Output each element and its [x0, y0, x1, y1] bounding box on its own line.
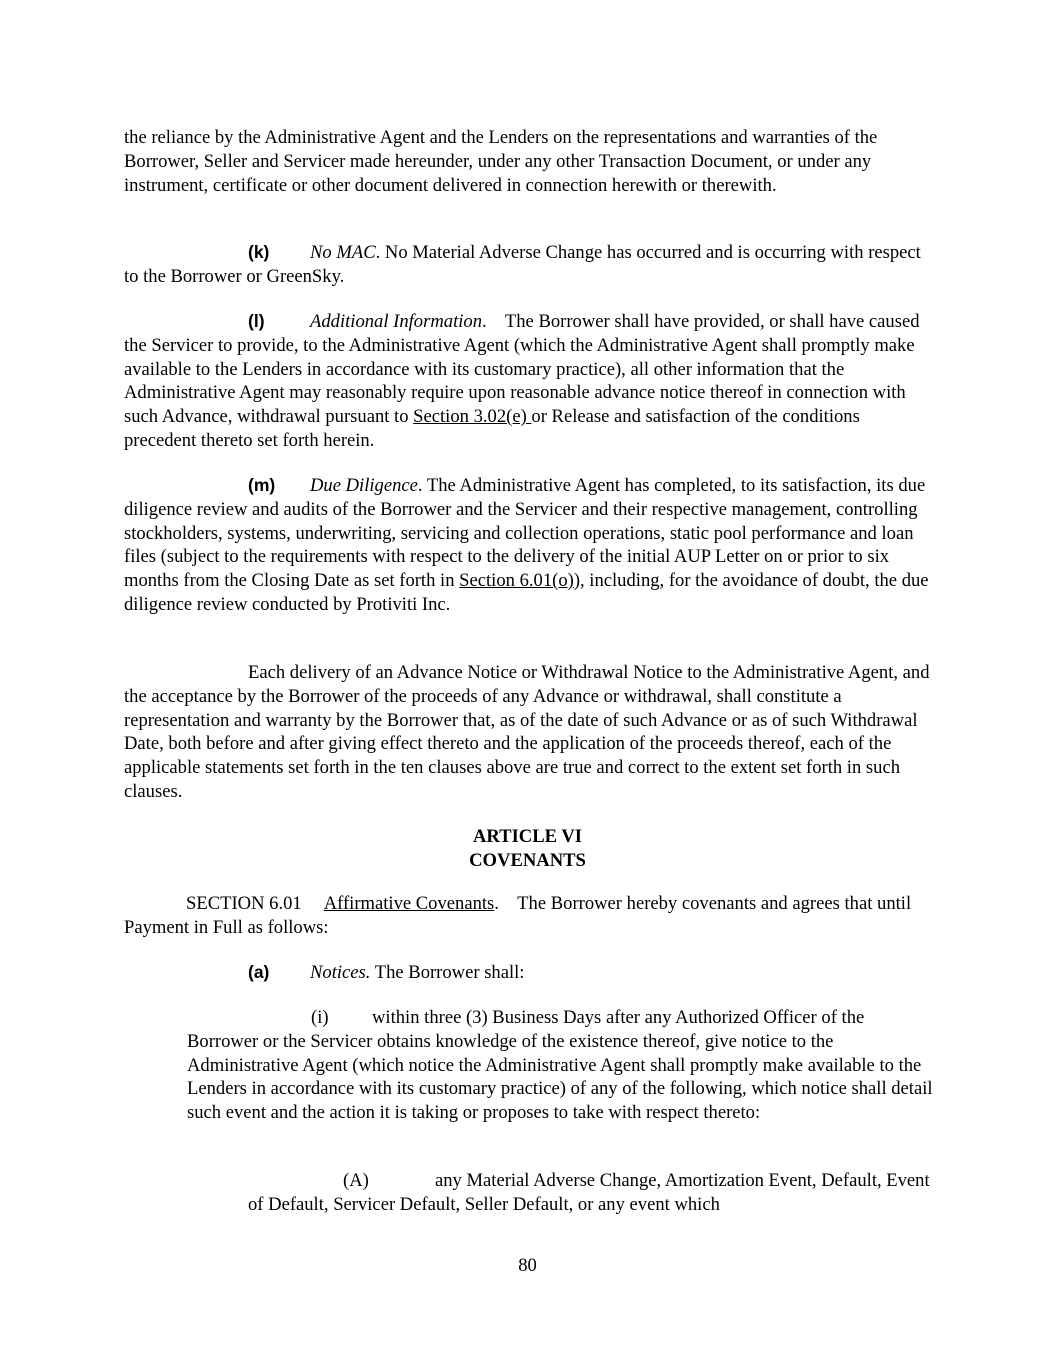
section-6-01-label: SECTION 6.01 — [186, 893, 302, 914]
clause-k-number: (k) — [248, 242, 270, 262]
section-6-01o-link[interactable]: Section 6.01(o) — [459, 570, 574, 592]
page-number: 80 — [518, 1255, 537, 1276]
paragraph-intro: the reliance by the Administrative Agent and the Lenders on the representations and warranties of the Borrower, Seller and Servicer made hereunder, under any other Transaction Document, or under any instrument, certificate or other document delivered in connection herewith or therewith. — [124, 127, 878, 196]
clause-m-number: (m) — [248, 475, 276, 495]
clause-k-caption: No MAC — [310, 242, 376, 263]
clause-m-text-b: ), including, for the avoidance of doubt, the due diligence review conducted by Protiviti Inc. — [124, 570, 929, 615]
paragraph-each-delivery: Each delivery of an Advance Notice or Withdrawal Notice to the Administrative Agent, and the acceptance by the Borrower of the proceeds of any Advance or withdrawal, shall constitute a representation and warranty by the Borrower that, as of the date of such Advance or as of such Withdrawal Date, both before and after giving effect thereto and the application of the proceeds thereof, each of the applicable statements set forth in the ten clauses above are true and correct to the extent set forth in such clauses. — [124, 662, 930, 802]
clause-l-number: (l) — [248, 311, 265, 331]
article-title: COVENANTS — [469, 850, 586, 871]
item-A — [248, 1169, 938, 1217]
item-A-number: (A) — [343, 1170, 369, 1191]
clause-l-caption: Additional Information — [310, 311, 482, 332]
section-3-02e-link[interactable]: Section 3.02(e) — [413, 406, 532, 428]
clause-l-text-b: or Release and satisfaction of the conditions precedent thereto set forth herein. — [124, 406, 860, 451]
clause-m-text-a: . The Administrative Agent has completed, to its satisfaction, its due diligence review and audits of the Borrower and the Servicer and their respective management, controlling stockholders, systems, underwriting, servicing and collection operations, static pool performance and loan files (subject to the requirements with respect to the delivery of the initial AUP Letter on or prior to six months from the Closing Date as set forth in — [124, 475, 926, 592]
clause-a — [124, 961, 934, 985]
item-i-text: within three (3) Business Days after any Authorized Officer of the Borrower or the Servicer obtains knowledge of the existence thereof, give notice to the Administrative Agent (which notice the Administrative Agent shall promptly make available to the Lenders in accordance with its customary practice) of any of the following, which notice shall detail such event and the action it is taking or proposes to take with respect thereto: — [187, 1007, 933, 1124]
item-i-number: (i) — [311, 1007, 329, 1028]
clause-l-text-a: . The Borrower shall have provided, or shall have caused the Servicer to provide, to the Administrative Agent (which the Administrative Agent shall promptly make available to the Lenders in accordance with its customary practice), all other information that the Administrative Agent may reasonably require upon reasonable advance notice thereof in connection with such Advance, withdrawal pursuant to — [124, 311, 925, 428]
clause-m-caption: Due Diligence — [310, 475, 418, 496]
section-6-01 — [124, 892, 934, 940]
clause-m — [124, 474, 934, 617]
clause-a-number: (a) — [248, 962, 270, 982]
section-6-01-text: . The Borrower hereby covenants and agrees that until Payment in Full as follows: — [124, 893, 916, 938]
clause-a-text: The Borrower shall: — [370, 962, 525, 983]
item-i — [187, 1006, 935, 1125]
clause-k-text: . No Material Adverse Change has occurred and is occurring with respect to the Borrower or GreenSky. — [124, 242, 921, 287]
affirmative-covenants-title: Affirmative Covenants — [323, 893, 495, 914]
clause-a-caption: Notices. — [310, 962, 371, 983]
item-A-text: any Material Adverse Change, Amortization Event, Default, Event of Default, Servicer Default, Seller Default, or any event which — [248, 1170, 930, 1215]
article-number: ARTICLE VI — [472, 826, 583, 847]
clause-k — [124, 241, 934, 289]
clause-l — [124, 310, 934, 453]
